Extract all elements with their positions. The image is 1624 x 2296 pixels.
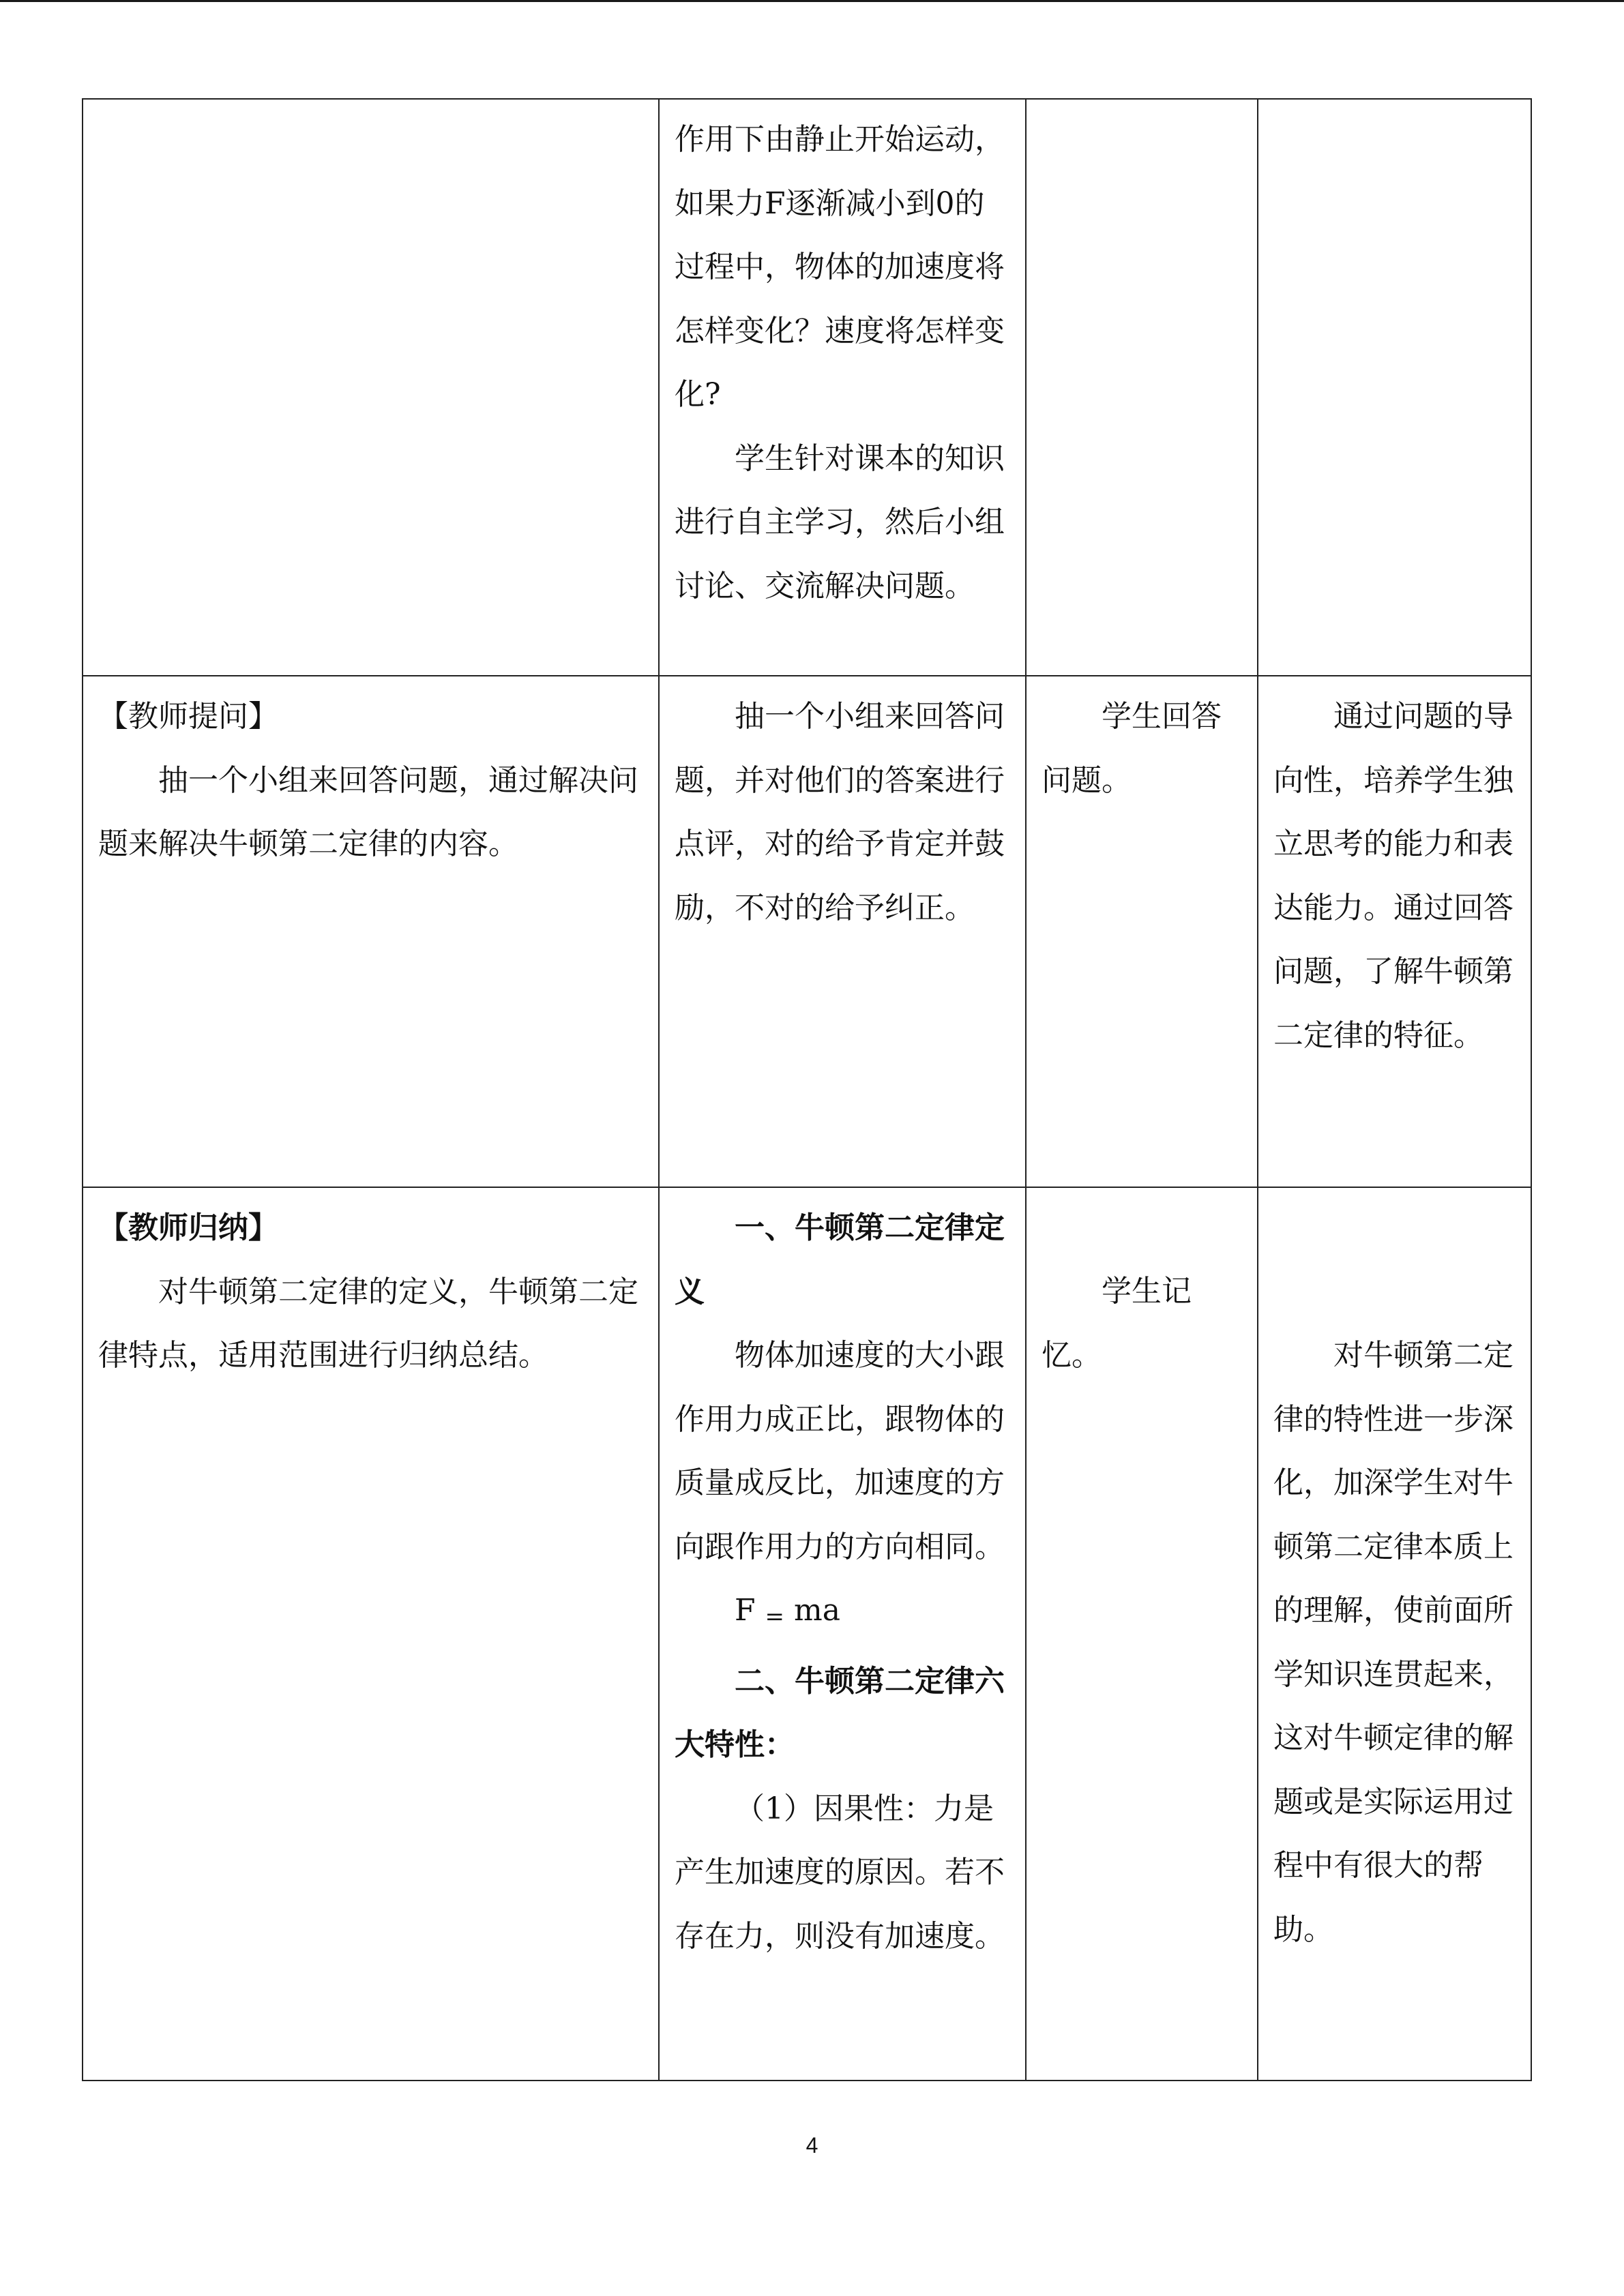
- cell-paragraph: 学生记忆。: [1042, 1274, 1192, 1373]
- definition-paragraph: 物体加速度的大小跟作用力成正比，跟物体的质量成反比，加速度的方向跟作用力的方向相同。: [675, 1338, 1005, 1564]
- cell-paragraph: 学生回答问题。: [1042, 699, 1222, 798]
- cell-paragraph: 作用下由静止开始运动，如果力F逐渐减小到0的过程中，物体的加速度将怎样变化？速度将怎样变化?: [675, 122, 1005, 412]
- formula-left: F: [735, 1593, 756, 1628]
- cell-paragraph: 通过问题的导向性，培养学生独立思考的能力和表达能力。通过回答问题，了解牛顿第二定律的特征。: [1273, 699, 1514, 1053]
- section-label-teacher-question: 【教师提问】: [98, 699, 278, 734]
- cell-paragraph: 抽一个小组来回答问题，通过解决问题来解决牛顿第二定律的内容。: [98, 762, 638, 861]
- section-label-teacher-summary: 【教师归纳】: [98, 1210, 278, 1245]
- table-cell-student-activity: [1026, 1187, 1258, 2081]
- table-row: [83, 676, 1531, 1187]
- cell-paragraph: 学生针对课本的知识进行自主学习，然后小组讨论、交流解决问题。: [675, 441, 1005, 603]
- heading-six-properties: 二、牛顿第二定律六大特性：: [675, 1663, 1005, 1762]
- page-number: 4: [806, 2133, 818, 2158]
- table-cell-design-intent: [1258, 99, 1531, 676]
- lesson-plan-table: [82, 98, 1532, 2081]
- table-cell-content: [659, 1187, 1026, 2081]
- heading-newton-second-law-definition: 一、牛顿第二定律定义: [675, 1210, 1005, 1309]
- formula-f-equals-ma: [675, 1579, 1010, 1650]
- table-cell-student-activity: [1026, 99, 1258, 676]
- table-cell-content: [659, 676, 1026, 1187]
- cell-paragraph: 抽一个小组来回答问题，并对他们的答案进行点评，对的给予肯定并鼓励，不对的给予纠正。: [675, 699, 1005, 925]
- table-cell-teacher-activity: [83, 1187, 659, 2081]
- table-cell-content: [659, 99, 1026, 676]
- table-row: [83, 1187, 1531, 2081]
- cell-paragraph: 对牛顿第二定律的特性进一步深化，加深学生对牛顿第二定律本质上的理解，使前面所学知识连贯起来，这对牛顿定律的解题或是实际运用过程中有很大的帮助。: [1273, 1338, 1514, 1947]
- table-cell-design-intent: [1258, 676, 1531, 1187]
- table-cell-teacher-activity: [83, 676, 659, 1187]
- table-cell-student-activity: [1026, 676, 1258, 1187]
- page-top-border: [0, 0, 1624, 2]
- table-cell-teacher-activity: [83, 99, 659, 676]
- cell-paragraph: 对牛顿第二定律的定义，牛顿第二定律特点，适用范围进行归纳总结。: [98, 1274, 638, 1373]
- formula-equals-sign: =: [765, 1603, 785, 1630]
- table-row: [83, 99, 1531, 676]
- property-causality: （1）因果性：力是产生加速度的原因。若不存在力，则没有加速度。: [675, 1791, 1005, 1954]
- table-cell-design-intent: [1258, 1187, 1531, 2081]
- formula-right: ma: [794, 1593, 840, 1628]
